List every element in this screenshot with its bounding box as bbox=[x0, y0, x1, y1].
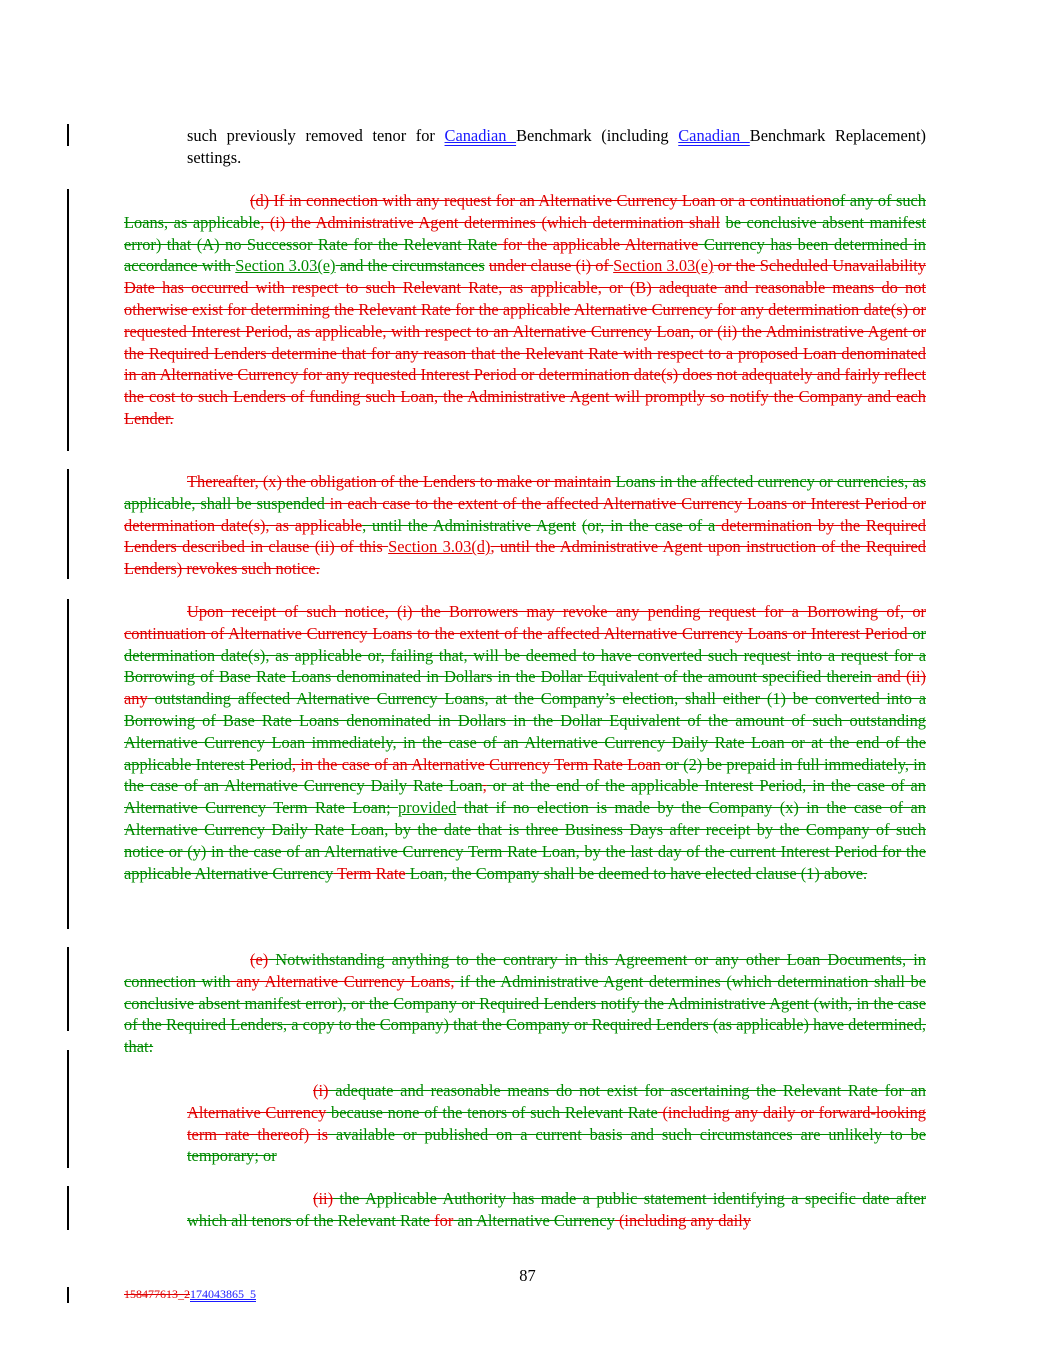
deleted-doc-id: 158477613_2 bbox=[124, 1287, 190, 1301]
page-number: 87 bbox=[519, 1266, 536, 1285]
change-bar bbox=[67, 189, 69, 451]
deleted-text: and (ii) any bbox=[124, 667, 926, 709]
moved-text: be deemed to have converted such request into a request for a Borrowing of Base Rate Loans denominated in Dollars in the Dollar Equivalent of the amount specified therein bbox=[124, 645, 926, 687]
section-d-paragraph bbox=[124, 190, 926, 430]
section-reference: Section 3.03(e) bbox=[235, 256, 336, 276]
deleted-text: Term Rate bbox=[333, 863, 406, 883]
deleted-text: , (i) the Administrative Agent determines (which determination shall bbox=[260, 212, 721, 232]
deleted-text: (d) If in connection with any request for an Alternative Currency Loan or a continuation bbox=[250, 191, 832, 210]
change-bar bbox=[67, 599, 69, 929]
moved-text: outstanding affected Alternative Currency Loans, at the Company’s election, shall either (1) be converted into a Borrowing of Base Rate Loans denominated in Dollars in the Dollar Equivalent of the amount of such outstanding Alternative Currency Loan immediately, in the case of an Alternative Currency Daily Rate Loan or at the end of the applicable Interest Period bbox=[124, 689, 926, 774]
deleted-text: (i) bbox=[313, 1081, 329, 1100]
item-i-paragraph bbox=[187, 1080, 926, 1167]
deleted-text: , in the case of an Alternative Currency Term Rate Loan bbox=[291, 754, 661, 774]
intro-paragraph bbox=[187, 125, 926, 169]
inserted-text: Canadian bbox=[678, 126, 750, 145]
intro-text: Benchmark Replacement) settings. bbox=[187, 126, 926, 167]
deleted-text: (e) bbox=[250, 950, 269, 969]
deleted-text: Alternative Currency bbox=[187, 1102, 327, 1122]
moved-text: or determination date(s), as applicable or, failing that, will bbox=[124, 623, 926, 665]
deleted-text: or the Scheduled Unavailability Date has occurred with respect to such Relevant Rate, as applicable, or (B) adequate and reasonable means do not otherwise exist for determining the Relevant Rate for the applicable Alternative Currency for any determination date(s) or requested Interest Period, as applicable, with respect to an Alternative Currency Loan, or (ii) the Administrative Agent or the Required Lenders determine that for any reason that the Relevant Rate with respect to a proposed Loan denominated in an Alternative Currency for any requested Interest Period or determination date(s) does not adequately and fairly reflect the cost to such Lenders of funding such Loan, the Administrative Agent will promptly so notify the Company and each Lender. bbox=[124, 256, 927, 428]
moved-text: the Applicable Authority has made a public statement identifying a specific date after which all tenors of the Relevant Rate bbox=[187, 1189, 926, 1230]
change-bar bbox=[67, 124, 69, 146]
intro-text: Benchmark (including bbox=[516, 126, 679, 145]
change-bar bbox=[67, 1050, 69, 1168]
intro-text: such previously removed tenor for bbox=[187, 126, 445, 145]
deleted-text: any Alternative Currency Loans, bbox=[230, 971, 455, 991]
moved-text: or at the end of the applicable Interest Period, in the case of an Alternative Currency Term Rate Loan; bbox=[124, 776, 926, 818]
upon-receipt-paragraph bbox=[124, 601, 926, 884]
moved-text: an Alternative Currency bbox=[453, 1210, 615, 1230]
moved-text: available or published on a current basis and such circumstances are unlikely to be temporary; or bbox=[187, 1124, 926, 1166]
deleted-text: for the applicable Alternative bbox=[497, 234, 699, 254]
moved-text: because none of the tenors of such Relevant Rate bbox=[326, 1102, 658, 1122]
moved-text: or (2) be prepaid in full immediately, in the case of an Alternative Currency Daily Rate Loan bbox=[124, 754, 926, 796]
deleted-text: (including any daily or forward-looking term rate thereof) is bbox=[187, 1102, 926, 1144]
inserted-text: Canadian bbox=[444, 126, 517, 145]
inserted-doc-id: 174043865_5 bbox=[190, 1287, 256, 1301]
deleted-text: for bbox=[430, 1210, 454, 1230]
provided-term: provided bbox=[398, 798, 457, 818]
change-bar bbox=[67, 1186, 69, 1230]
deleted-text: under clause (i) of bbox=[488, 256, 614, 276]
section-e-paragraph bbox=[124, 949, 926, 1058]
moved-text: Loans in the affected currency or currencies, as applicable, shall be suspended bbox=[124, 472, 926, 513]
deleted-text: , bbox=[482, 776, 487, 796]
moved-text: Notwithstanding anything to the contrary in this Agreement or any other Loan Documents, in connection with bbox=[124, 950, 926, 991]
moved-text: and the circumstances bbox=[335, 256, 485, 276]
moved-text: of any of such Loans, as applicable bbox=[124, 191, 926, 232]
thereafter-paragraph bbox=[124, 471, 926, 580]
section-reference: Section 3.03(d) bbox=[388, 537, 491, 557]
item-ii-paragraph bbox=[187, 1188, 926, 1232]
deleted-text: determination by the Required Lenders described in clause (ii) of this bbox=[124, 515, 926, 557]
deleted-text: in each case to the extent of the affected Alternative Currency Loans or Interest Period or determination date(s), as applicable bbox=[124, 493, 926, 535]
section-reference: Section 3.03(e) bbox=[613, 256, 714, 276]
moved-text: (or, in the case of a bbox=[581, 515, 716, 535]
deleted-text: Thereafter, (x) the obligation of the Lenders to make or maintain bbox=[187, 472, 612, 491]
moved-text: , until the Administrative Agent bbox=[362, 515, 577, 535]
change-bar bbox=[67, 947, 69, 1031]
moved-text: that if no election is made by the Company (x) in the case of an Alternative Currency Daily Rate Loan, by the date that is three Business Days after receipt by the Company of such notice or (y) in the case of an Alternative Currency Term Rate Loan, by the last day of the current Interest Period for the applicable Alternative Currency bbox=[124, 798, 926, 883]
deleted-text: Upon receipt of such notice, (i) the Borrowers may revoke any pending request for a Borrowing of, or continuation of Alternative Currency Loans to the extent of the affected Alternative Currency Loans or Interest Period bbox=[124, 602, 926, 643]
change-bar bbox=[67, 469, 69, 579]
change-bar bbox=[67, 1287, 69, 1303]
moved-text: adequate and reasonable means do not exist for ascertaining the Relevant Rate for an bbox=[328, 1081, 926, 1100]
document-id-footer bbox=[124, 1287, 256, 1302]
deleted-text: (including any daily bbox=[614, 1210, 751, 1230]
deleted-text: , until the Administrative Agent upon instruction of the Required Lenders) revokes such notice. bbox=[124, 537, 926, 579]
moved-text: be conclusive absent manifest error) that (A) no Successor Rate for the Relevant Rate bbox=[124, 212, 927, 254]
moved-text: Currency has been determined in accordance with bbox=[124, 234, 926, 276]
deleted-text: (ii) bbox=[313, 1189, 334, 1208]
moved-text: Loan, the Company shall be deemed to have elected clause (1) above. bbox=[405, 863, 868, 883]
moved-text: if the Administrative Agent determines (which determination shall be conclusive absent manifest error), or the Company or Required Lenders notify the Administrative Agent (with, in the case of the Required Lenders, a copy to the Company) that the Company or Required Lenders (as applicable) have determined, that: bbox=[124, 971, 926, 1057]
